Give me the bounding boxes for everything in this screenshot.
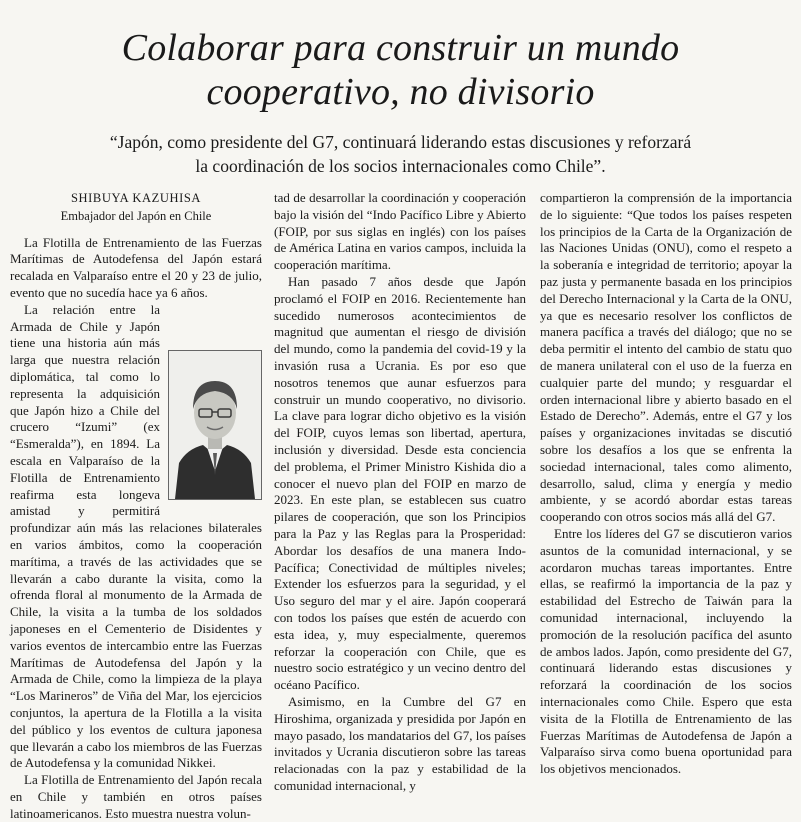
headline-line-1: Colaborar para construir un mundo (121, 27, 680, 69)
article-paragraph-2: La relación entre la Armada de Chile y Japón tiene una historia aún más larga que nuestra relación diplomática, tal como lo representa la adquisición que Japón hizo a Chile del crucero “Izumi” (ex “Esmeralda”), en 1894. La escala en Valparaíso de la Flotilla de Entrenamiento reafirma esta longeva amistad y permitirá profundizar aún más las relaciones bilaterales en varios ámbitos, como la cooperación marítima, a través de las actividades que se llevarán a cabo durante la visita, como la ofrenda floral al monumento de la Armada de Chile, la visita a la tumba de los soldados japoneses en el Cementerio de Disidentes y varios eventos de intercambio entre las Fuerzas Marítimas de Autodefensa del Japón y la Armada de Chile, como la limpieza de la playa “Los Marineros” de Viña del Mar, los ejercicios conjuntos, la apertura de la Flotilla a la visita del público y los eventos de cultura japonesa que llevarán a cabo los miembros de las Fuerzas de Autodefensa y la comunidad Nikkei. (10, 301, 262, 771)
article-paragraph-5-start: Asimismo, en la Cumbre del G7 en Hiroshima, organizada y presidida por Japón en mayo pasado, los mandatarios del G7, los países invitados y Ucrania discutieron sobre las tareas relacionadas con la paz y estabilidad de la comunidad internacional, y (274, 693, 526, 793)
article-column-3 (540, 190, 792, 778)
pull-quote-line-2: la coordinación de los socios internacionales como Chile”. (195, 156, 606, 176)
article-paragraph-3-end: tad de desarrollar la coordinación y cooperación bajo la visión del “Indo Pacífico Libre y Abierto (FOIP, por sus siglas en inglés) con los países de América Latina en varios campos, incluida la cooperación marítima. (274, 190, 526, 273)
pull-quote-line-1: “Japón, como presidente del G7, continuará liderando estas discusiones y reforzará (109, 132, 692, 152)
article-paragraph-6: Entre los líderes del G7 se discutieron varios asuntos de la comunidad internacional, y se acordaron muchas tareas importantes. Entre ellas, se reafirmó la importancia de la paz y estabilidad del Estrecho de Taiwán para la comunidad internacional, incluyendo la promoción de la resolución pacífica del asunto de ambos lados. Japón, como presidente del G7, continuará liderando estas discusiones y reforzará la coordinación de los socios internacionales como Chile. Espero que esta visita de la Flotilla de Entrenamiento de las Fuerzas Marítimas de Autodefensa de Japón a Valparaíso sirva como buena oportunidad para los objetivos mencionados. (540, 525, 792, 777)
byline-role: Embajador del Japón en Chile (60, 208, 212, 223)
pull-quote (70, 130, 731, 178)
headline-line-2: cooperativo, no divisorio (206, 71, 595, 113)
article-paragraph-5-end: compartieron la comprensión de la importancia de lo siguiente: “Que todos los países respeten los principios de la Carta de la Organización de las Naciones Unidas (ONU), como el respeto a la soberanía e integridad de territorio; apoyar la paz justa y permanente basada en los principios del Derecho Internacional y la Carta de la ONU, ya que es necesario resolver los conflictos de manera pacífica a través del diálogo; que no se deba permitir el intento del cambio de statu quo de manera unilateral con el uso de la fuerza en cualquier parte del mundo; y resguardar el orden internacional libre y abierto basado en el Estado de Derecho”. Además, entre el G7 y los países y organizaciones invitadas se discutió sobre los desafíos a los que se enfrenta la sociedad internacional, tales como alimento, desarrollo, salud, clima y energía y medio ambiente, y se acordó abordar estas tareas cooperando con otros socios más allá del G7. (540, 190, 792, 525)
headline (30, 26, 771, 114)
article-paragraph-1: La Flotilla de Entrenamiento de las Fuerzas Marítimas de Autodefensa del Japón estará recalada en Valparaíso entre el 20 y 23 de julio, evento que no sucedía hace ya 6 años. (10, 234, 262, 300)
author-portrait-photo (168, 350, 262, 500)
article-column-2 (274, 190, 526, 795)
portrait-illustration (169, 351, 261, 499)
article-paragraph-4: Han pasado 7 años desde que Japón proclamó el FOIP en 2016. Recientemente han sucedido numerosos acontecimientos de magnitud que aumentan el riesgo de división del mundo, como la pandemia del covid-19 y la invasión rusa a Ucrania. Es por eso que nosotros tenemos que aunar esfuerzos para construir un mundo cooperativo, no divisorio. La clave para lograr dicho objetivo es la visión del FOIP, cuyos lemas son libertad, apertura, inclusión y diversidad. Desde esta conciencia del problema, el Primer Ministro Kishida dio a conocer el nuevo plan del FOIP en marzo de 2023. En este plan, se establecen sus cuatro pilares de cooperación, que son los Principios para la Paz y las Reglas para la Prosperidad: Abordar los desafíos de una manera Indo-Pacífica; Conectividad de múltiples niveles; Extender los esfuerzos para la seguridad, y el Uso seguro del mar y el aire. Japón cooperará con todos los países que estén de acuerdo con esta idea, y, muy especialmente, queremos reforzar la cooperación con Chile, que es nuestro socio estratégico y un vecino dentro del océano Pacífico. (274, 273, 526, 693)
article-column-1 (10, 190, 262, 822)
byline-name: SHIBUYA KAZUHISA (70, 191, 202, 205)
article-paragraph-3-start: La Flotilla de Entrenamiento del Japón recala en Chile y también en otros países latinoamericanos. Esto muestra nuestra volun- (10, 772, 262, 821)
